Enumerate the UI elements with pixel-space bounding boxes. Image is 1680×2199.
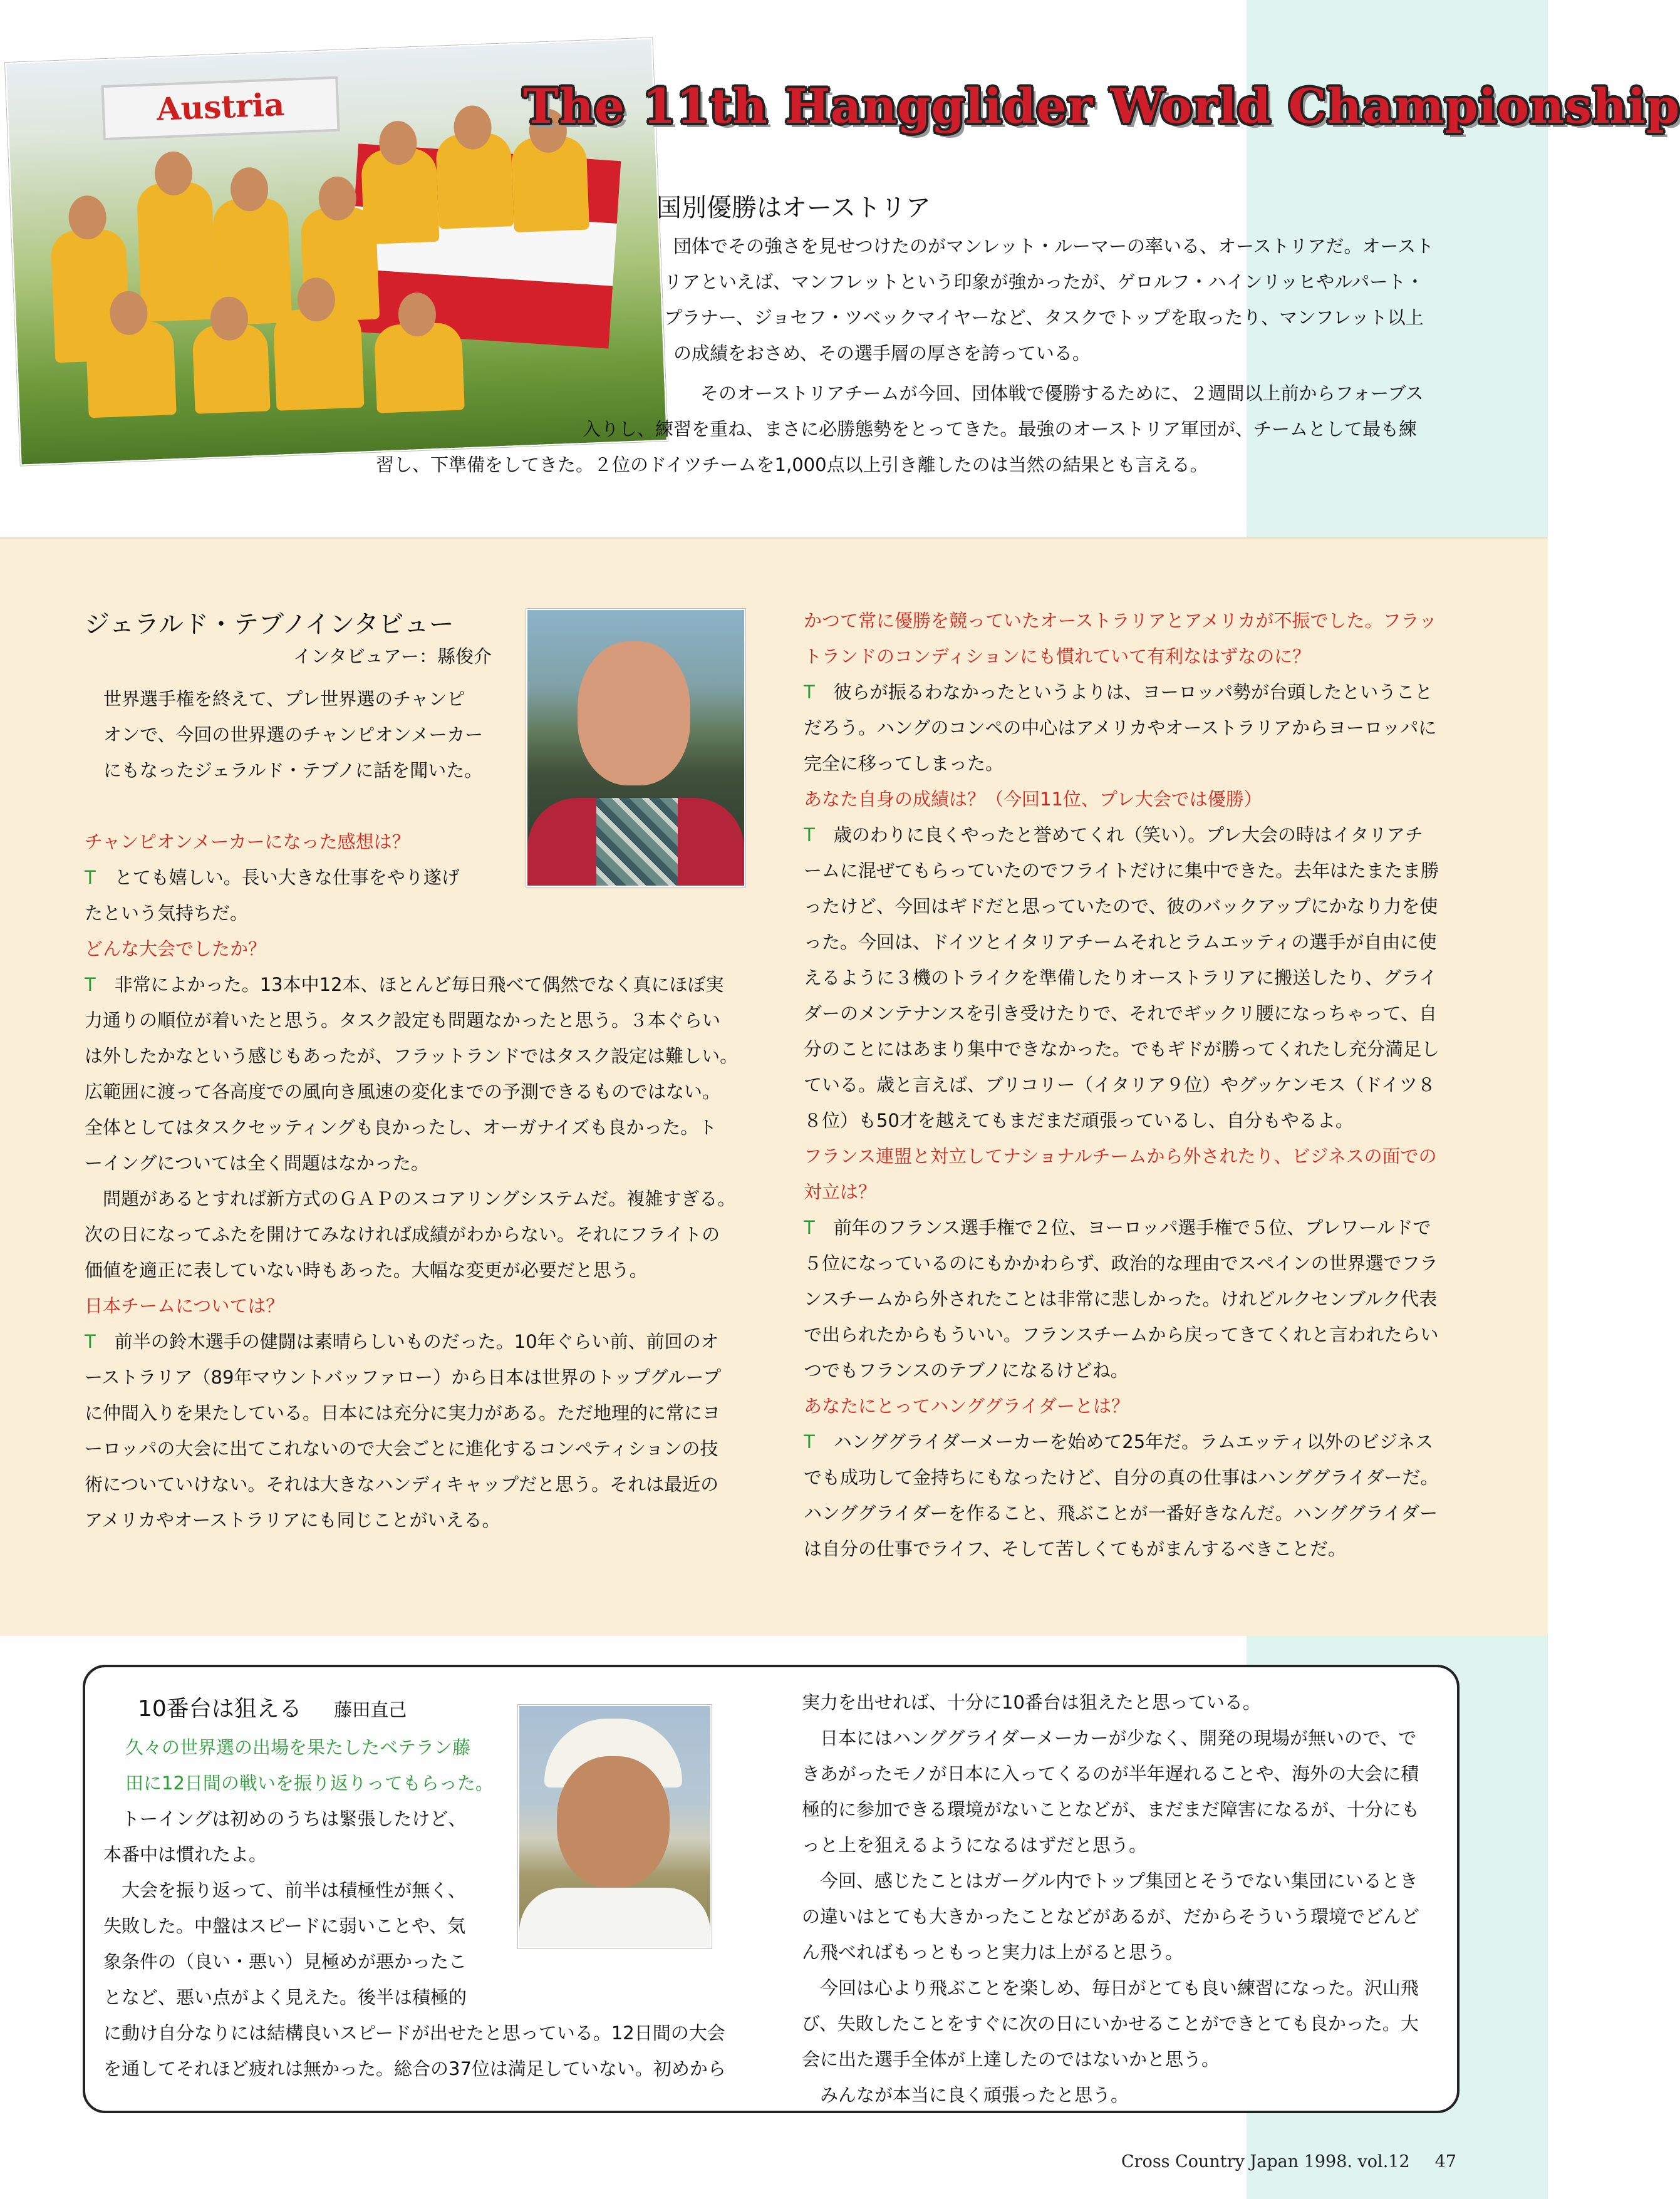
line-text: 術についていけない。それは大きなハンディキャップだと思う。それは最近の bbox=[85, 1474, 719, 1495]
interview-question bbox=[85, 1288, 774, 1324]
interview-text bbox=[85, 1038, 774, 1074]
line-text: は自分の仕事でライフ、そして苦しくてもがまんするべきことだ。 bbox=[804, 1538, 1346, 1560]
interview-answer bbox=[804, 675, 1493, 710]
intro-line: リアといえば、マンフレットという印象が強かったが、ゲロルフ・ハインリッヒやルパート・ bbox=[664, 271, 1424, 292]
interview-text bbox=[85, 1217, 774, 1253]
line-text: あなた自身の成績は？（今回11位、プレ大会では優勝） bbox=[804, 789, 1262, 810]
interview-text bbox=[804, 1531, 1493, 1567]
line-text: でも成功して金持ちにもなったけど、自分の真の仕事はハンググライダーだ。 bbox=[804, 1467, 1439, 1488]
intro-line: の成績をおさめ、その選手層の厚さを誇っている。 bbox=[673, 343, 1091, 364]
line-text: 次の日になってふたを開けてみなければ成績がわからない。それにフライトの bbox=[85, 1224, 720, 1245]
fujita-text-line: 会に出た選手全体が上達したのではないかと思う。 bbox=[802, 2049, 1220, 2070]
line-text: 問題があるとすれば新方式のＧＡＰのスコアリングシステムだ。複雑すぎる。 bbox=[85, 1188, 736, 1209]
fujita-text-line: 今回、感じたことはガーグル内でトップ集団とそうでない集団にいるとき bbox=[802, 1870, 1418, 1891]
answer-mark: T bbox=[85, 1331, 96, 1352]
line-text: 対立は？ bbox=[804, 1181, 877, 1203]
fujita-text-line: に動け自分なりには結構良いスピードが出せたと思っている。12日間の大会 bbox=[103, 2022, 725, 2044]
interview-text bbox=[85, 1146, 774, 1181]
fujita-text-line: トーイングは初めのうちは緊張したけど、 bbox=[103, 1808, 467, 1829]
interview-question bbox=[804, 1139, 1493, 1174]
line-text: 日本チームについては？ bbox=[85, 1295, 284, 1317]
interview-text bbox=[85, 1503, 774, 1538]
intro-line: プラナー、ジョセフ・ツベックマイヤーなど、タスクでトップを取ったり、マンフレット以上 bbox=[664, 307, 1424, 328]
line-text: ハンググライダーメーカーを始めて25年だ。ラムエッティ以外のビジネス bbox=[833, 1431, 1434, 1452]
interview-answer bbox=[85, 860, 774, 896]
interview-text bbox=[85, 896, 774, 931]
magazine-credit: Cross Country Japan 1998. vol.12 bbox=[1121, 2152, 1410, 2171]
line-text: 広範囲に渡って各高度での風向き風速の変化までの予測できるものではない。 bbox=[85, 1081, 721, 1102]
answer-mark: T bbox=[85, 867, 96, 888]
interview-question bbox=[85, 824, 774, 860]
interview-right-column bbox=[804, 603, 1493, 1568]
interview-text bbox=[804, 1460, 1493, 1496]
fujita-text-line: 大会を振り返って、前半は積極性が無く、 bbox=[103, 1880, 466, 1901]
fujita-text-line: を通してそれほど疲れは無かった。総合の37位は満足していない。初めから bbox=[103, 2058, 726, 2079]
line-text: ーストラリア（89年マウントバッファロー）から日本は世界のトップグループ bbox=[85, 1367, 722, 1388]
line-text: ったけど、今回はギドだと思っていたので、彼のバックアップにかなり力を使 bbox=[804, 896, 1438, 917]
line-text: 前年のフランス選手権で２位、ヨーロッパ選手権で５位、プレワールドで bbox=[833, 1217, 1431, 1238]
interview-text bbox=[85, 1003, 774, 1038]
interview-answer bbox=[85, 967, 774, 1003]
line-text: で出られたからもういい。フランスチームから戻ってきてくれと言われたらい bbox=[804, 1324, 1439, 1345]
fujita-text-line: 象条件の（良い・悪い）見極めが悪かったこ bbox=[103, 1951, 467, 1972]
interview-answer bbox=[804, 1424, 1493, 1460]
fujita-text-line: 今回は心より飛ぶことを楽しめ、毎日がとても良い練習になった。沢山飛 bbox=[802, 1977, 1419, 1999]
line-text: とても嬉しい。長い大きな仕事をやり遂げ bbox=[114, 867, 460, 888]
page-footer bbox=[1121, 2152, 1456, 2171]
answer-mark: T bbox=[85, 974, 96, 995]
fujita-text-line: び、失敗したことをすぐに次の日にいかせることができとても良かった。大 bbox=[802, 2013, 1419, 2034]
intro-line: 団体でその強さを見せつけたのがマンレット・ルーマーの率いる、オーストリアだ。オースト bbox=[673, 235, 1434, 257]
line-text: どんな大会でしたか？ bbox=[85, 938, 267, 960]
interview-text bbox=[85, 1360, 774, 1395]
fujita-text-line: きあがったモノが日本に入ってくるのが半年遅れることや、海外の大会に積 bbox=[802, 1763, 1419, 1784]
line-text: は外したかなという感じもあったが、フラットランドではタスク設定は難しい。 bbox=[85, 1045, 739, 1067]
line-text: チャンピオンメーカーになった感想は？ bbox=[85, 831, 410, 852]
line-text: オンで、今回の世界選のチャンピオンメーカー bbox=[103, 724, 484, 745]
line-text: ーロッパの大会に出てこれないので大会ごとに進化するコンペティションの技 bbox=[85, 1438, 718, 1459]
line-text: ンスチームから外されたことは非常に悲しかった。けれどルクセンブルク代表 bbox=[804, 1288, 1438, 1310]
line-text: かつて常に優勝を競っていたオーストラリアとアメリカが不振でした。フラッ bbox=[804, 610, 1437, 631]
line-text: 完全に移ってしまった。 bbox=[804, 753, 1004, 774]
interview-question bbox=[804, 639, 1493, 675]
line-text: あなたにとってハンググライダーとは？ bbox=[804, 1395, 1129, 1417]
page-title: The 11th Hangglider World Championship bbox=[523, 78, 1680, 134]
line-text: だろう。ハングのコンペの中心はアメリカやオーストラリアからヨーロッパに bbox=[804, 717, 1437, 738]
line-text: 世界選手権を終えて、プレ世界選のチャンピ bbox=[103, 688, 465, 710]
line-text: アメリカやオーストラリアにも同じことがいえる。 bbox=[85, 1509, 500, 1531]
fujita-text-line: 極的に参加できる環境がないことなどが、まだまだ障害になるが、十分にも bbox=[802, 1799, 1420, 1820]
interview-text bbox=[85, 1110, 774, 1146]
interviewer-credit: インタビュアー：縣俊介 bbox=[293, 646, 492, 667]
line-text: ５位になっているのにもかかわらず、政治的な理由でスペインの世界選でフラ bbox=[804, 1253, 1438, 1274]
interview-text bbox=[804, 924, 1493, 960]
lead-line: 久々の世界選の出場を果たしたベテラン藤 bbox=[125, 1737, 471, 1758]
interview-question bbox=[804, 782, 1493, 817]
interview-answer bbox=[85, 1324, 774, 1360]
fujita-author: 藤田直己 bbox=[334, 1699, 407, 1720]
page-number: 47 bbox=[1434, 2152, 1456, 2171]
line-text: 彼らが振るわなかったというよりは、ヨーロッパ勢が台頭したということ bbox=[833, 681, 1433, 703]
interview-text bbox=[85, 1181, 774, 1217]
interview-answer bbox=[804, 817, 1493, 853]
line-text: フランス連盟と対立してナショナルチームから外されたり、ビジネスの面での bbox=[804, 1146, 1437, 1167]
intro-line: そのオーストリアチームが今回、団体戦で優勝するために、２週間以上前からフォーブス bbox=[700, 383, 1424, 404]
answer-mark: T bbox=[804, 1431, 815, 1452]
line-text: 歳のわりに良くやったと誉めてくれ（笑い）。プレ大会の時はイタリアチ bbox=[833, 824, 1424, 846]
interview-question bbox=[804, 603, 1493, 639]
interview-text bbox=[804, 1496, 1493, 1531]
fujita-text-line: 実力を出せれば、十分に10番台は狙えたと思っている。 bbox=[802, 1692, 1261, 1713]
interview-question bbox=[804, 1174, 1493, 1210]
line-text: えるように３機のトライクを準備したりオーストラリアに搬送したり、グライ bbox=[804, 967, 1438, 988]
interview-text bbox=[85, 1431, 774, 1467]
fujita-text-line: の違いはとても大きかったことなどがあるが、だからそういう環境でどんど bbox=[802, 1906, 1420, 1927]
fujita-text-line: となど、悪い点がよく見えた。後半は積極的 bbox=[103, 1987, 467, 2008]
interview-heading: ジェラルド・テブノインタビュー bbox=[85, 610, 454, 639]
line-text: トランドのコンディションにも慣れていて有利なはずなのに？ bbox=[804, 646, 1311, 667]
line-text: ダーのメンテナンスを引き受けたりで、それでギックリ腰になっちゃって、自 bbox=[804, 1003, 1437, 1024]
interview-text bbox=[85, 1253, 774, 1288]
line-text: ームに混ぜてもらっていたのでフライトだけに集中できた。去年はたまたま勝 bbox=[804, 860, 1439, 881]
line-text: ハンググライダーを作ること、飛ぶことが一番好きなんだ。ハンググライダー bbox=[804, 1503, 1438, 1524]
answer-mark: T bbox=[804, 824, 815, 846]
fujita-text-line: 日本にはハンググライダーメーカーが少なく、開発の現場が無いので、で bbox=[802, 1727, 1417, 1749]
intro-line: 習し、下準備をしてきた。２位のドイツチームを1,000点以上引き離したのは当然の結果とも言える。 bbox=[376, 454, 1208, 475]
fujita-right-column bbox=[802, 1685, 1419, 2113]
interview-text bbox=[804, 710, 1493, 746]
interview-text bbox=[804, 1067, 1493, 1103]
intro-heading: 国別優勝はオーストリア bbox=[656, 194, 931, 222]
line-text: 分のことにはあまり集中できなかった。でもギドが勝ってくれたし充分満足し bbox=[804, 1038, 1440, 1060]
line-text: たという気持ちだ。 bbox=[85, 903, 249, 924]
interview-text bbox=[85, 753, 774, 789]
line-text: にもなったジェラルド・テブノに話を聞いた。 bbox=[103, 760, 483, 781]
interview-question bbox=[85, 931, 774, 967]
line-text: 非常によかった。13本中12本、ほとんど毎日飛べて偶然でなく真にほぼ実 bbox=[114, 974, 724, 995]
interview-text bbox=[804, 1246, 1493, 1281]
banner-text: Austria bbox=[155, 86, 286, 128]
line-text: ている。歳と言えば、ブリコリー（イタリア９位）やグッケンモス（ドイツ８ bbox=[804, 1074, 1436, 1095]
interview-text bbox=[804, 1353, 1493, 1389]
interview-text bbox=[804, 1103, 1493, 1139]
fujita-lead bbox=[125, 1730, 494, 1801]
answer-mark: T bbox=[804, 1217, 815, 1238]
interview-text bbox=[85, 717, 774, 753]
intro-line: 入りし、練習を重ね、まさに必勝態勢をとってきた。最強のオーストリア軍団が、チームとして最も練 bbox=[583, 418, 1417, 440]
line-text: 価値を適正に表していない時もあった。大幅な変更が必要だと思う。 bbox=[85, 1260, 648, 1281]
interview-answer bbox=[804, 1210, 1493, 1246]
interview-text bbox=[804, 1032, 1493, 1067]
fujita-text-line: っと上を狙えるようになるはずだと思う。 bbox=[802, 1834, 1148, 1856]
line-text: 力通りの順位が着いたと思う。タスク設定も問題なかったと思う。３本ぐらい bbox=[85, 1010, 721, 1031]
interview-left-column bbox=[85, 681, 774, 1546]
line-text: に仲間入りを果たしている。日本には充分に実力がある。ただ地理的に常にヨ bbox=[85, 1402, 721, 1424]
line-text: ーイングについては全く問題はなかった。 bbox=[85, 1152, 429, 1174]
spacer bbox=[85, 789, 774, 824]
line-text: つでもフランスのテブノになるけどね。 bbox=[804, 1360, 1129, 1381]
interview-text bbox=[85, 681, 774, 717]
fujita-text-line: みんなが本当に良く頑張ったと思う。 bbox=[802, 2084, 1129, 2106]
interview-text bbox=[85, 1074, 774, 1110]
interview-text bbox=[804, 960, 1493, 996]
interview-text bbox=[804, 889, 1493, 924]
interview-text bbox=[85, 1395, 774, 1431]
answer-mark: T bbox=[804, 681, 815, 703]
interview-text bbox=[85, 1467, 774, 1503]
interview-text bbox=[804, 996, 1493, 1032]
fujita-text-line: 本番中は慣れたよ。 bbox=[103, 1844, 267, 1865]
line-text: った。今回は、ドイツとイタリアチームそれとラムエッティの選手が自由に使 bbox=[804, 931, 1437, 953]
lead-line: 田に12日間の戦いを振り返りってもらった。 bbox=[125, 1772, 494, 1794]
fujita-left-column bbox=[103, 1801, 726, 2087]
interview-text bbox=[804, 853, 1493, 889]
line-text: 前半の鈴木選手の健闘は素晴らしいものだった。10年ぐらい前、前回のオ bbox=[114, 1331, 719, 1352]
austria-banner bbox=[101, 76, 340, 140]
interview-text bbox=[804, 1281, 1493, 1317]
fujita-heading bbox=[138, 1691, 407, 1723]
fujita-text-line: 失敗した。中盤はスピードに弱いことや、気 bbox=[103, 1915, 466, 1937]
interview-text bbox=[804, 1317, 1493, 1353]
fujita-title: 10番台は狙える bbox=[138, 1696, 302, 1722]
interview-text bbox=[804, 746, 1493, 782]
line-text: 全体としてはタスクセッティングも良かったし、オーガナイズも良かった。ト bbox=[85, 1117, 717, 1138]
fujita-text-line: ん飛べればもっともっと実力は上がると思う。 bbox=[802, 1942, 1184, 1963]
line-text: ８位）も50才を越えてもまだまだ頑張っているし、自分もやるよ。 bbox=[804, 1110, 1354, 1131]
interview-question bbox=[804, 1389, 1493, 1424]
